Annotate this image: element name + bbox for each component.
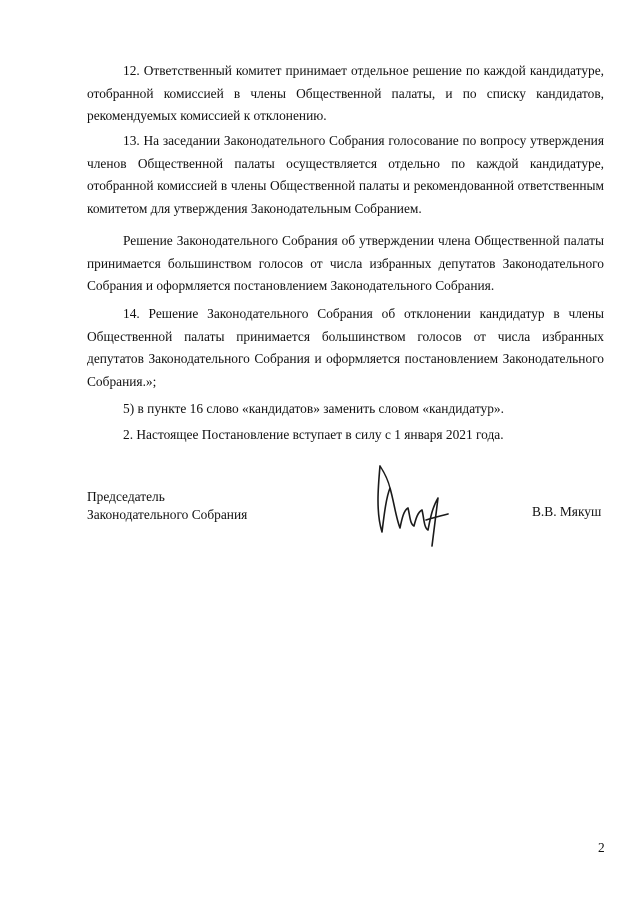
- paragraph-12: 12. Ответственный комитет принимает отдельное решение по каждой кандидатуре, отобранной комиссией в члены Общественной палаты, и по списку кандидатов, рекомендуемых комиссией к отклонению.: [87, 63, 604, 123]
- handwritten-signature: [366, 458, 456, 550]
- signatory-title-line1: Председатель: [87, 489, 165, 504]
- paragraph-13: 13. На заседании Законодательного Собрания голосование по вопросу утверждения членов Общественной палаты осуществляется отдельно по каждой кандидатуре, отобранной комиссией в члены Общественной палаты и рекомендованной ответственным комитетом для утверждения Законодательным Собранием.: [87, 133, 604, 216]
- paragraph-item-5: 5) в пункте 16 слово «кандидатов» заменить словом «кандидатур».: [123, 401, 504, 416]
- signatory-name: В.В. Мякуш: [532, 504, 602, 519]
- page-number: 2: [598, 840, 605, 855]
- signatory-title-line2: Законодательного Собрания: [87, 507, 248, 522]
- paragraph-13-decision: Решение Законодательного Собрания об утверждении члена Общественной палаты принимается большинством голосов от числа избранных депутатов Законодательного Собрания и оформляется постановлением Законодательного Собрания.: [87, 233, 604, 293]
- paragraph-14: 14. Решение Законодательного Собрания об отклонении кандидатур в члены Общественной палаты принимается большинством голосов от числа избранных депутатов Законодательного Собрания и оформляется постановлением Законодательного Собрания.»;: [87, 306, 604, 389]
- signatory-title: [87, 488, 247, 524]
- paragraph-effective-date: 2. Настоящее Постановление вступает в силу с 1 января 2021 года.: [123, 427, 504, 442]
